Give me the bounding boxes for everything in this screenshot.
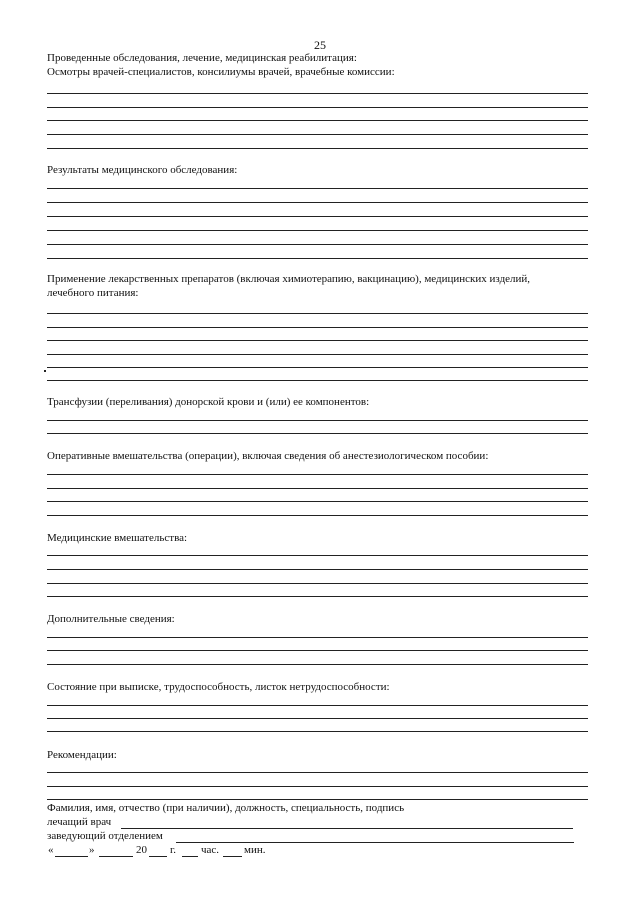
fill-line[interactable]: [47, 258, 588, 259]
date-year-field[interactable]: [149, 856, 167, 857]
signature-caption: Фамилия, имя, отчество (при наличии), должность, специальность, подпись: [47, 802, 405, 814]
fill-line[interactable]: [47, 107, 588, 108]
date-month-field[interactable]: [99, 856, 133, 857]
fill-line[interactable]: [47, 340, 588, 341]
fill-line[interactable]: [47, 596, 588, 597]
head-of-department-field[interactable]: [176, 842, 574, 843]
fill-line[interactable]: [47, 380, 588, 381]
fill-line[interactable]: [47, 202, 588, 203]
fill-line[interactable]: [47, 230, 588, 231]
fill-line[interactable]: [47, 583, 588, 584]
scan-speck: [44, 370, 46, 372]
fill-line[interactable]: [47, 134, 588, 135]
attending-doctor-field[interactable]: [121, 828, 573, 829]
fill-line[interactable]: [47, 488, 588, 489]
fill-line[interactable]: [47, 93, 588, 94]
fill-line[interactable]: [47, 327, 588, 328]
section-exam-results: Результаты медицинского обследования:: [47, 164, 238, 176]
fill-line[interactable]: [47, 705, 588, 706]
fill-line[interactable]: [47, 664, 588, 665]
fill-line[interactable]: [47, 188, 588, 189]
section-additional-info: Дополнительные сведения:: [47, 613, 175, 625]
section-interventions: Медицинские вмешательства:: [47, 532, 188, 544]
minutes-label: мин.: [244, 844, 266, 856]
section-header-treatment: Проведенные обследования, лечение, медицинская реабилитация:: [47, 52, 357, 64]
section-discharge-state: Состояние при выписке, трудоспособность, листок нетрудоспособности:: [47, 681, 390, 693]
fill-line[interactable]: [47, 474, 588, 475]
date-day-field[interactable]: [55, 856, 88, 857]
fill-line[interactable]: [47, 433, 588, 434]
date-open-quote: «: [48, 844, 54, 856]
attending-doctor-label: лечащий врач: [47, 816, 112, 828]
fill-line[interactable]: [47, 569, 588, 570]
hours-label: час.: [201, 844, 220, 856]
section-recommendations: Рекомендации:: [47, 749, 117, 761]
year-suffix: г.: [170, 844, 177, 856]
fill-line[interactable]: [47, 501, 588, 502]
page-number: 25: [314, 38, 326, 52]
fill-line[interactable]: [47, 420, 588, 421]
fill-line[interactable]: [47, 354, 588, 355]
date-close-quote: »: [89, 844, 95, 856]
fill-line[interactable]: [47, 637, 588, 638]
fill-line[interactable]: [47, 216, 588, 217]
fill-line[interactable]: [47, 555, 588, 556]
fill-line[interactable]: [47, 718, 588, 719]
fill-line[interactable]: [47, 731, 588, 732]
section-medications-line2: лечебного питания:: [47, 287, 139, 299]
fill-line[interactable]: [47, 515, 588, 516]
fill-line[interactable]: [47, 313, 588, 314]
section-header-specialist-exams: Осмотры врачей-специалистов, консилиумы врачей, врачебные комиссии:: [47, 66, 395, 78]
section-transfusions: Трансфузии (переливания) донорской крови и (или) ее компонентов:: [47, 396, 370, 408]
fill-line[interactable]: [47, 244, 588, 245]
time-minutes-field[interactable]: [223, 856, 242, 857]
head-of-department-label: заведующий отделением: [47, 830, 163, 842]
fill-line[interactable]: [47, 367, 588, 368]
section-medications-line1: Применение лекарственных препаратов (включая химиотерапию, вакцинацию), медицинских изделий,: [47, 273, 531, 285]
fill-line[interactable]: [47, 148, 588, 149]
fill-line[interactable]: [47, 772, 588, 773]
fill-line[interactable]: [47, 120, 588, 121]
year-prefix: 20: [136, 844, 147, 856]
time-hours-field[interactable]: [182, 856, 198, 857]
fill-line[interactable]: [47, 650, 588, 651]
fill-line[interactable]: [47, 786, 588, 787]
fill-line[interactable]: [47, 799, 588, 800]
section-operations: Оперативные вмешательства (операции), включая сведения об анестезиологическом пособии:: [47, 450, 489, 462]
